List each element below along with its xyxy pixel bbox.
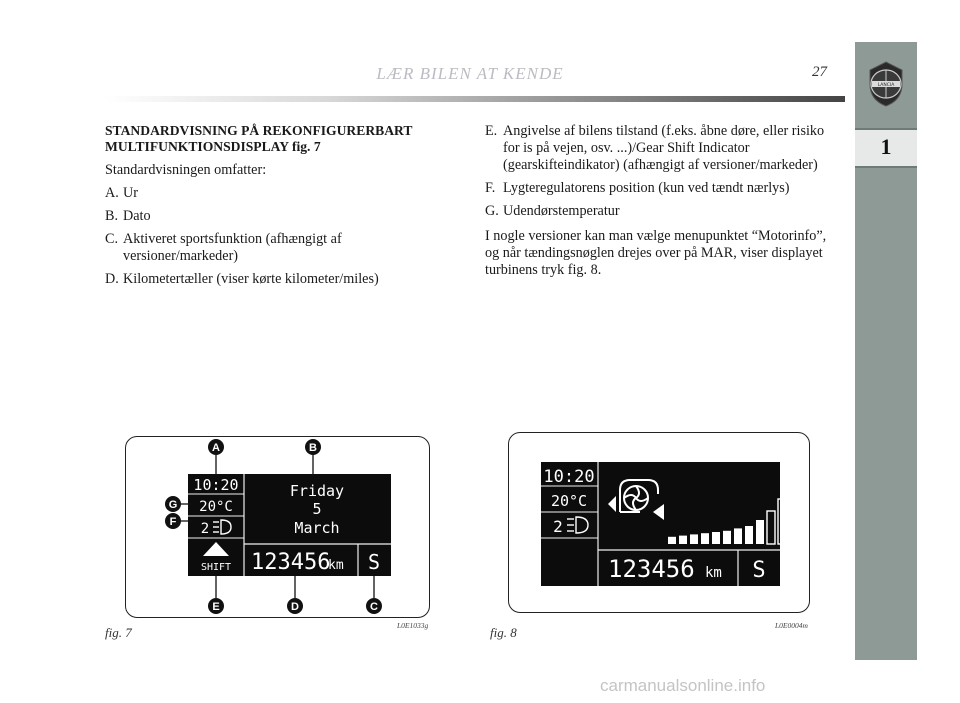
list-item (105, 185, 450, 202)
shift-indicator-label: SHIFT (200, 562, 232, 573)
intro-text: Standardvisningen omfatter: (105, 162, 267, 178)
list-letter: G. (485, 203, 499, 219)
pressure-bar (690, 534, 698, 544)
running-header-title: LÆR BILEN AT KENDE (376, 64, 564, 83)
display-light-level: 2 (200, 521, 210, 537)
display-sport-mode: S (752, 558, 766, 583)
list-item (485, 180, 837, 197)
display-odometer-unit: km (705, 565, 722, 581)
callout-b: B (309, 442, 317, 454)
list-letter: C. (105, 231, 119, 247)
list-text: Kilometertæller (viser kørte kilometer/miles) (123, 271, 379, 287)
figure-7-caption: fig. 7 (105, 625, 132, 640)
left-column (105, 123, 450, 294)
page-number: 27 (812, 64, 827, 80)
display-temperature: 20°C (550, 492, 588, 510)
list-letter: F. (485, 180, 496, 196)
display-sport-mode: S (367, 550, 381, 574)
display-month: March (294, 519, 340, 537)
figure-7-code: L0E1033g (397, 621, 429, 630)
pressure-bar (745, 526, 753, 544)
list-text: Aktiveret sportsfunktion (afhængigt af versioner/markeder) (123, 231, 342, 264)
figure-8-caption: fig. 8 (490, 625, 517, 640)
display-temperature: 20°C (199, 499, 233, 515)
list-letter: B. (105, 208, 119, 224)
display-time: 10:20 (543, 467, 595, 487)
body-paragraph: I nogle versioner kan man vælge menupunktet “Motorinfo”, og når tændingsnøglen drejes over på MAR, viser displayet turbinens tryk fig. 8. (485, 228, 827, 278)
pressure-bar (789, 487, 797, 544)
list-item (485, 203, 837, 220)
pressure-bar (701, 533, 709, 544)
list-text: Udendørstemperatur (503, 203, 620, 219)
lancia-logo-icon (866, 60, 906, 108)
pressure-bar (756, 520, 764, 544)
display-odometer: 123456 (608, 555, 695, 583)
right-column (485, 123, 837, 285)
callout-c: C (370, 601, 378, 613)
display-time: 10:20 (193, 476, 239, 494)
watermark: carmanualsonline.info (600, 676, 766, 695)
list-item (485, 123, 837, 174)
list-text: Lygteregulatorens position (kun ved tændt nærlys) (503, 180, 790, 196)
display-odometer: 123456 (251, 550, 331, 575)
pressure-bar (712, 532, 720, 544)
callout-a: A (212, 442, 220, 454)
list-item (105, 231, 450, 265)
figure-8-display (508, 432, 810, 613)
list-text: Ur (123, 185, 138, 201)
list-letter: D. (105, 271, 119, 287)
callout-e: E (212, 601, 220, 613)
display-odometer-unit: km (328, 558, 344, 573)
figure-7-display (125, 432, 435, 622)
callout-g: G (168, 499, 178, 511)
chapter-number: 1 (880, 134, 892, 159)
list-text: Dato (123, 208, 151, 224)
display-date: 5 (312, 500, 322, 518)
section-heading: STANDARDVISNING PÅ REKONFIGURERBART MULTIFUNKTIONSDISPLAY fig. 7 (105, 123, 413, 154)
logo-text: LANCIA (877, 83, 895, 88)
display-light-level: 2 (553, 517, 563, 536)
pressure-bar (679, 536, 687, 544)
list-letter: A. (105, 185, 119, 201)
figure-8-code: L0E0004m (775, 621, 808, 630)
pressure-bar (668, 537, 676, 544)
pressure-bar (734, 528, 742, 544)
list-item (105, 271, 450, 288)
header-rule (105, 96, 845, 102)
list-text: Angivelse af bilens tilstand (f.eks. åbne døre, eller risiko for is på vejen, osv. ...)/Gear Shift Indicator (gearskifteindikator) (afhængigt af versioner/markeder) (503, 123, 825, 173)
list-item (105, 208, 450, 225)
pressure-bar (723, 531, 731, 544)
callout-f: F (169, 516, 177, 528)
display-day: Friday (289, 482, 345, 500)
list-letter: E. (485, 123, 498, 139)
callout-d: D (291, 601, 299, 613)
